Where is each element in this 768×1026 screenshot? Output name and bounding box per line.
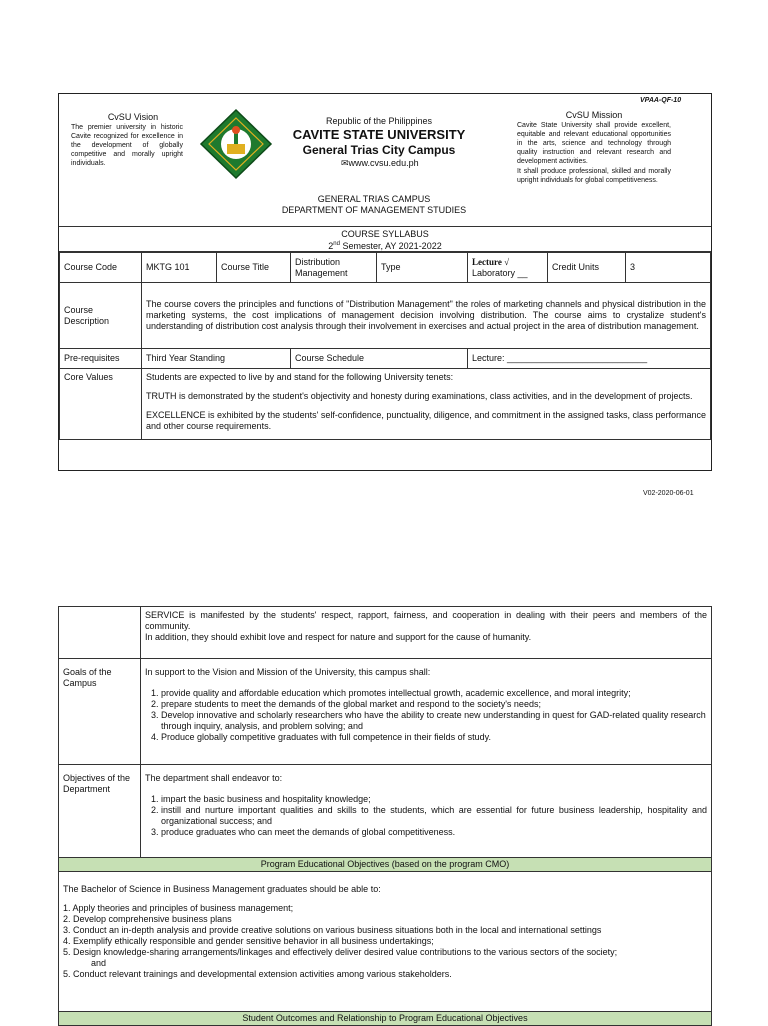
form-code: VPAA-QF-10 [640,97,682,104]
university-name: CAVITE STATE UNIVERSITY [292,127,466,142]
course-title-label: Course Title [217,253,291,283]
letterhead [59,94,711,227]
course-schedule-label: Course Schedule [291,349,468,369]
goals-label: Goals of the Campus [59,659,141,765]
core-value-excellence: EXCELLENCE is exhibited by the students' self-confidence, punctuality, diligence, and commitment in the assigned tasks, class performance and other course requirements. [146,410,706,431]
credit-units-label: Credit Units [548,253,626,283]
syllabus-page-1 [58,93,712,471]
peo-item: 4. Exemplify ethically responsible and gender sensitive behavior in all business undertakings; [63,936,434,946]
peo-item: 3. Conduct an in-depth analysis and provide creative solutions on various business situations both in the local and international settings [63,925,602,935]
department-name: DEPARTMENT OF MANAGEMENT STUDIES [281,205,467,215]
goals-content [141,659,712,765]
objectives-label: Objectives of the Department [59,765,141,858]
course-title-value: Distribution Management [291,253,377,283]
goal-item: 1. provide quality and affordable education which promotes intellectual growth, academic excellence, and moral integrity; [161,688,707,699]
course-code-value: MKTG 101 [142,253,217,283]
mission-text-1: Cavite State University shall provide excellent, equitable and relevant educational opportunities in the arts, science and technology through quality instruction and relevant research and development activities. [517,122,671,165]
course-info-table [59,252,711,440]
semester-line [59,239,711,251]
peo-item: and [91,958,107,968]
goal-item: 4. Produce globally competitive graduates with full competence in their fields of study. [161,732,707,743]
website [341,158,419,169]
service-label [59,607,141,659]
goals-list [145,688,707,743]
goal-item: 2. prepare students to meet the demands of the global market and respond to the society's needs; [161,699,707,710]
course-code-label: Course Code [60,253,142,283]
course-description-text: The course covers the principles and functions of "Distribution Management" the roles of marketing channels and physical distribution in the marketing systems, the cost implications of management decision involving distribution. The course aims to crystalize student's understanding of distribution cost analysis through their involvement in exercises and actual project in the area of distribution management. [142,283,711,349]
core-value-truth: TRUTH is demonstrated by the student's objectivity and honesty during examinations, class activities, and in the development of projects. [146,391,693,401]
student-outcomes-header: Student Outcomes and Relationship to Program Educational Objectives [59,1012,712,1026]
peo-intro: The Bachelor of Science in Business Management graduates should be able to: [63,884,381,894]
semester-rest: Semester, AY 2021-2022 [339,241,442,251]
service-content [141,607,712,659]
peo-item: 1. Apply theories and principles of business management; [63,903,294,913]
peo-header: Program Educational Objectives (based on the program CMO) [59,858,712,872]
campus-caps: GENERAL TRIAS CAMPUS [317,194,431,204]
vision-text: The premier university in historic Cavite recognized for excellence in the development of globally competitive and morally upright individuals. [71,124,183,167]
core-values-label: Core Values [60,369,142,440]
mission-text-2: It shall produce professional, skilled and morally upright individuals for global competitiveness. [517,168,671,184]
goals-intro: In support to the Vision and Mission of the University, this campus shall: [145,667,431,677]
semester-sup: nd [333,241,340,247]
service-addition: In addition, they should exhibit love and respect for nature and support for the cause of humanity. [145,632,532,642]
prerequisites-label: Pre-requisites [60,349,142,369]
credit-units-value: 3 [626,253,711,283]
peo-item: 2. Develop comprehensive business plans [63,914,232,924]
campus-name: General Trias City Campus [302,143,456,157]
version-code: V02-2020-06-01 [643,490,694,497]
cvsu-seal-icon [199,108,273,180]
syllabus-title-text: COURSE SYLLABUS [341,229,429,239]
course-schedule-value: Lecture: ____________________________ [468,349,711,369]
syllabus-title [59,227,711,252]
peo-item: 5. Design knowledge-sharing arrangements/linkages and effectively deliver desired value contributions to the various sectors of the society; [63,947,618,957]
prerequisites-value: Third Year Standing [142,349,291,369]
goal-item: 3. Develop innovative and scholarly researchers who have the ability to create new understanding in quest for GAD-related quality research through inquiry, analysis, and problem solving; and [161,710,707,732]
republic-text: Republic of the Philippines [325,116,433,126]
type-value [468,253,548,283]
objectives-list [145,794,707,838]
objective-item: 2. instill and nurture important qualities and skills to the students, which are essential for future business leadership, hospitality and organizational success; and [161,805,707,827]
objective-item: 1. impart the basic business and hospitality knowledge; [161,794,707,805]
type-lecture: Lecture √ [472,256,510,267]
core-value-service: SERVICE is manifested by the students' respect, rapport, fairness, and cooperation in dealing with their peers and members of the community. [145,610,707,631]
peo-item: 5. Conduct relevant trainings and developmental extension activities among various stakeholders. [63,969,452,979]
mission-title: CvSU Mission [565,110,623,120]
peo-content [59,872,712,1012]
mail-icon: ✉ [341,158,349,168]
objectives-content [141,765,712,858]
core-values-content [142,369,711,440]
type-label: Type [377,253,468,283]
objective-item: 3. produce graduates who can meet the demands of global competitiveness. [161,827,707,838]
core-values-intro: Students are expected to live by and stand for the following University tenets: [146,372,454,382]
objectives-intro: The department shall endeavor to: [145,773,283,783]
syllabus-page-2 [58,606,712,1026]
website-text: www.cvsu.edu.ph [348,158,419,168]
type-laboratory: Laboratory __ [472,267,528,278]
campus-goals-table [58,606,712,1026]
course-description-label: Course Description [60,283,142,349]
semester-num: 2 [328,241,334,251]
vision-title: CvSU Vision [107,112,159,122]
